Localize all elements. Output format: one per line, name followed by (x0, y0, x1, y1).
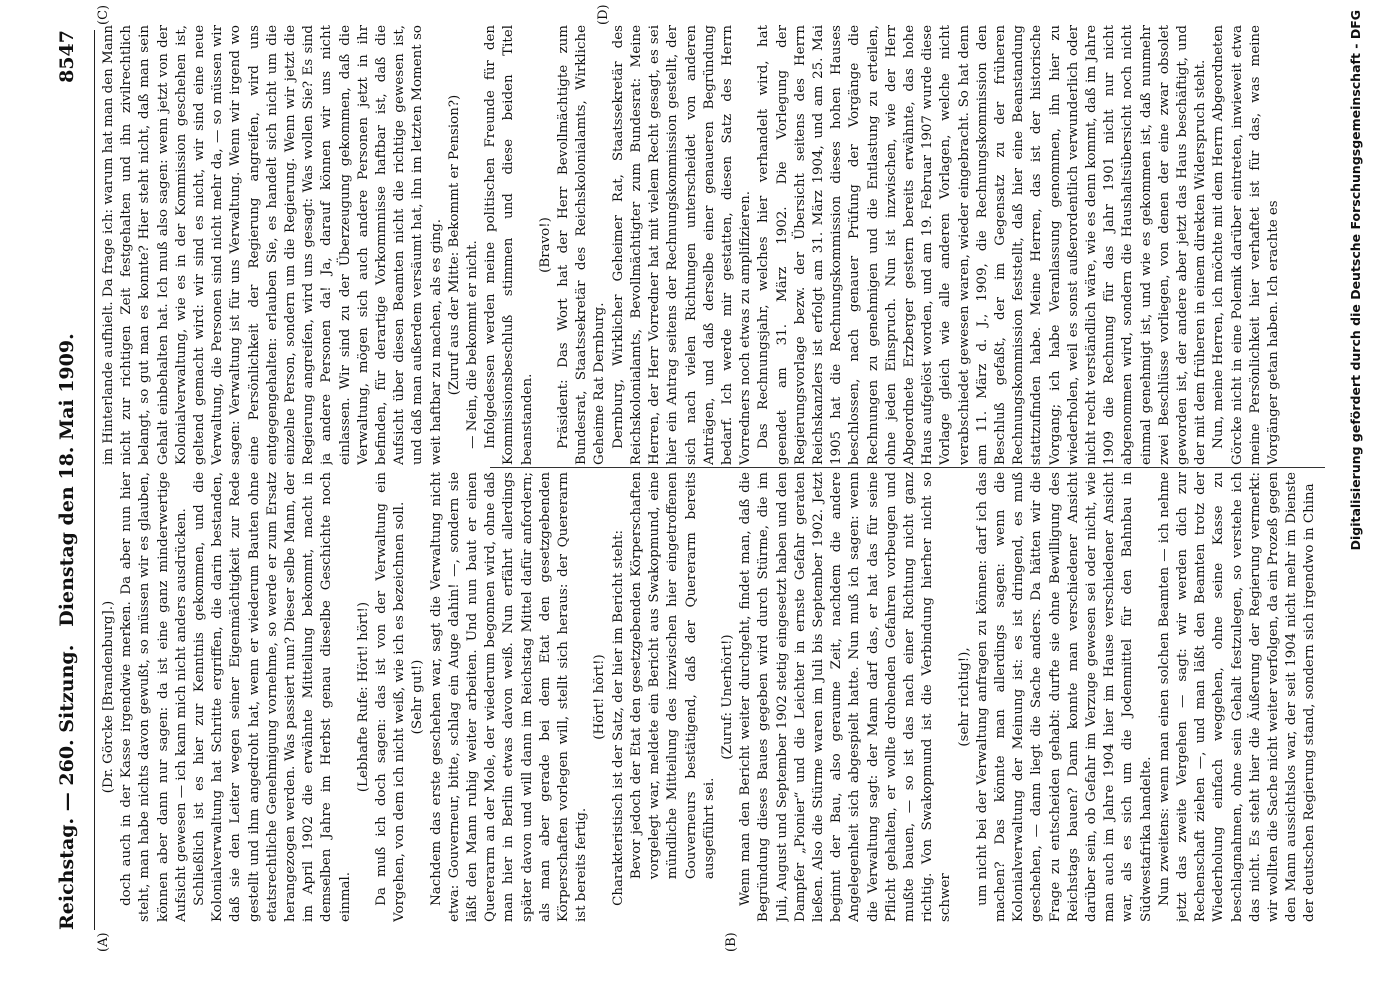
paragraph: (Hört! hört!) (592, 654, 608, 740)
paragraph: Infolgedessen werden meine politischen Freunde für den Kommissionsbeschluß stimmen und diese beiden Titel beanstanden. (483, 25, 535, 465)
paragraph: Nachdem das erste geschehen war, sagt die Verwaltung nicht etwa: Gouverneur, bitte, schlag ein Auge dahin! —, sondern sie läßt den Mann ruhig weiter arbeiten. Und nun baut er einen Quererarm an der Mole, der wiederum begonnen wird, ohne daß man hier in Berlin etwas davon weiß. Nun erfährt allerdings später davon und will dann im Reichstag Mittel dafür anfordern; als man aber gerade bei dem Etat den gesetzgebenden Körperschaften vorlegen will, stellt sich heraus: der Quererarm ist bereits fertig. (428, 472, 590, 922)
digitization-credit: Digitalisierung gefördert durch die Deutsche Forschungsgemeinschaft - DFG (1348, 10, 1363, 551)
margin-marker-c: (C) (96, 4, 111, 25)
paragraph: Wenn man den Bericht weiter durchgeht, findet man, daß die Begründung dieses Baues gegeben wird durch Stürme, die im Juli, August und September 1902 stetig eingesetzt haben und den Dampfer „Pionier“ und die Leichter in ernste Gefahr geraten ließen. Also die Stürme waren im Juli bis September 1902. Jetzt beginnt der Bau, also geraume Zeit, nachdem die andere Angelegenheit sich abgespielt hatte. Nun muß ich sagen: wenn die Verwaltung sagt: der Mann darf das, er hat das für seine Pflicht gehalten, er wollte drohenden Gefahren vorbeugen und mußte bauen, — so ist das nach einer Richtung nicht ganz richtig. Von Swakopmund ist die Verbindung hierher nicht so schwer (738, 472, 954, 922)
paragraph: (Dr. Görcke [Brandenburg].) (101, 600, 116, 794)
paragraph: (Bravo!) (537, 217, 553, 273)
margin-marker-b: (B) (724, 932, 739, 952)
header-date: Dienstag den 18. Mai 1909. (56, 333, 78, 627)
paragraph: (Zuruf aus der Mitte: Bekommt er Pension?) (446, 94, 462, 396)
paragraph: doch auch in der Kasse irgendwie merken. Da aber nun hier steht, man habe nichts davon gewußt, so müssen wir es glauben, können aber dann nur sagen: da ist eine ganz minderwertige Aufsicht gewesen — ich kann mich nicht anders ausdrücken. (119, 472, 189, 922)
text-column-right (100, 25, 1330, 465)
paragraph: Nun zweitens: wenn man einen solchen Beamten — ich nehme jetzt das zweite Vergehen — sagt: wir werden dich zur Rechenschaft ziehen —, und man läßt den Beamten trotz der Wiederholung einfach weggehen, ohne seine Kasse zu beschlagnahmen, ohne sein Gehalt festzulegen, so verstehe ich das nicht. Es steht hier die Äußerung der Regierung vermerkt: wir wollten die Sache nicht weiter verfolgen, da ein Prozeß gegen den Mann aussichtslos war, der seit 1904 nicht mehr im Dienste der deutschen Regierung stand, sondern sich irgendwo in China (1156, 472, 1318, 922)
page-number: 8547 (56, 30, 78, 83)
paragraph: (sehr richtig!), (956, 647, 972, 747)
header-rule (94, 30, 95, 930)
paragraph: Präsident: Das Wort hat der Herr Bevollmächtigte zum Bundesrat, Staatssekretär des Reichskolonialamts, Wirkliche Geheime Rat Dernburg. (556, 25, 608, 465)
margin-marker-a: (A) (96, 932, 111, 952)
paragraph: (Sehr gut!) (410, 659, 426, 735)
paragraph: um nicht bei der Verwaltung anfragen zu können: darf ich das machen? Das könnte man allerdings sagen: wenn die Kolonialverwaltung der Meinung ist: es ist dringend, es muß geschehen, — dann liegt die Sache anders. Da hätten wir die Frage zu entscheiden gehabt: durfte sie ohne Bewilligung des Reichstags bauen? Dann konnte man verschiedener Ansicht darüber sein, ob Gefahr im Verzuge gewesen sei oder nicht, wie man auch im Jahre 1904 hier im Hause verschiedener Ansicht war, als es sich um die Jodenmittel für den Bahnbau in Südwestafrika handelte. (974, 472, 1154, 922)
paragraph: Bevor jedoch der Etat den gesetzgebenden Körperschaften vorgelegt war, meldete ein Bericht aus Swakopmund, eine mündliche Mitteilung des inzwischen hier eingetroffenen Gouverneurs bestätigend, daß der Quererarm bereits ausgeführt sei. (628, 472, 717, 880)
column-divider (490, 467, 1325, 468)
paragraph: Da muß ich doch sagen: das ist von der Verwaltung ein Vorgehen, von dem ich nicht weiß, wie ich es bezeichnen soll. (374, 472, 408, 922)
paragraph: im Hinterlande aufhielt. Da frage ich: warum hat man den Mann nicht zur richtigen Zeit festgehalten und ihn zivilrechtlich belangt, so gut man es konnte? Hier steht nicht, daß man sein Gehalt einbehalten hat. Ich muß also sagen: wenn jetzt von der Kolonialverwaltung, wie es in der Kommission geschehen ist, geltend gemacht wird: wir sind es nicht, wir sind eine neue Verwaltung, die Personen sind nicht mehr da, — so müssen wir sagen: Verwaltung ist für uns Verwaltung. Wenn wir irgend wo eine Persönlichkeit der Regierung angreifen, wird uns entgegengehalten: erlauben Sie, es handelt sich nicht um die einzelne Person, sondern um die Regierung. Wenn wir jetzt die Regierung angreifen, wird uns gesagt: Was wollen Sie? Es sind ja andere Personen da! Ja, darauf können wir uns nicht einlassen. Wir sind zu der Überzeugung gekommen, daß die Verwaltung, mögen sich auch andere Personen jetzt in ihr befinden, für derartige Vorkommnisse haftbar ist, daß die Aufsicht über diesen Beamten nicht die richtige gewesen ist, und daß man außerdem versäumt hat, ihn im letzten Moment so weit haftbar zu machen, als es ging. (101, 25, 444, 465)
paragraph: Charakteristisch ist der Satz, der hier im Bericht steht: (610, 529, 626, 906)
paragraph: Dernburg, Wirklicher Geheimer Rat, Staatssekretär des Reichskolonialamts, Bevollmächtigter zum Bundesrat: Meine Herren, der Herr Vorredner hat mit vielem Recht gesagt, es sei hier ein Antrag seitens der Rechnungskommission gestellt, der sich nach vielen Richtungen unterscheidet von anderen Anträgen, und daß derselbe einer genaueren Begründung bedarf. Ich werde mir gestatten, diesen Satz des Herrn Vorredners noch etwas zu amplifizieren. (610, 25, 754, 465)
page-header (56, 30, 90, 930)
paragraph: Schließlich ist es hier zur Kenntnis gekommen, und die Kolonialverwaltung hat Schritte ergriffen, die darin bestanden, daß sie den Leiter wegen seiner Eigenmächtigkeit zur Rede gestellt und ihm angedroht hat, wenn er wiederum Bauten ohne etatsrechtliche Genehmigung vornehme, so werde er zum Ersatz herangezogen werden. Was passiert nun? Dieser selbe Mann, der im April 1902 die erwähnte Mitteilung bekommt, macht in demselben Jahre im Herbst genau dieselbe Geschichte noch einmal. (192, 472, 353, 922)
header-left: Reichstag. — 260. Sitzung. (56, 644, 78, 930)
text-column-left (100, 472, 1330, 922)
paragraph: (Lebhafte Rufe: Hört! hört!) (355, 601, 371, 793)
paragraph: (Zuruf: Unerhört!) (719, 634, 735, 760)
paragraph: — Nein, die bekommt er nicht. (465, 240, 481, 449)
margin-marker-d: (D) (596, 4, 611, 25)
paragraph: Nun, meine Herren, ich möchte mit dem Herrn Abgeordneten Görcke nicht in eine Polemik darüber eintreten, inwieweit etwa meine Persönlichkeit hier verhaftet ist für das, was meine Vorgänger getan haben. Ich erachte es (1211, 25, 1281, 465)
paragraph: Das Rechnungsjahr, welches hier verhandelt wird, hat geendet am 31. März 1902. Die Vorlegung der Regierungsvorlage bezw. der Übersicht seitens des Herrn Reichskanzlers ist erfolgt am 31. März 1904, und am 25. Mai 1905 hat die Rechnungskommission dieses hohen Hauses beschlossen, nach genauer Prüfung der Vorgänge die Rechnungen zu genehmigen und die Entlastung zu erteilen, ohne jeden Einspruch. Nun ist inzwischen, wie der Herr Abgeordnete Erzberger gestern bereits erwähnte, das hohe Haus aufgelöst worden, und am 19. Februar 1907 wurde diese Vorlage gleich wie alle anderen Vorlagen, welche nicht verabschiedet gewesen waren, wieder eingebracht. So hat denn am 11. März d. J., 1909, die Rechnungskommission den Beschluß gefaßt, der im Gegensatz zu der früheren Rechnungskommission feststellt, daß hier eine Beanstandung stattzufinden habe. Meine Herren, das ist der historische Vorgang; ich habe Veranlassung genommen, ihn hier zu wiederholen, weil es sonst außerordentlich verwunderlich oder nicht recht verständlich wäre, wie es denn kommt, daß im Jahre 1909 die Rechnung für das Jahr 1901 nicht nur nicht abgenommen wird, sondern die Haushaltsübersicht noch nicht einmal genehmigt ist, und wie es gekommen ist, daß nunmehr zwei Beschlüsse vorliegen, von denen der eine zwar obsolet geworden ist, der andere aber jetzt das Haus beschäftigt, und der mit dem früheren in einem direkten Widerspruch steht. (756, 25, 1209, 465)
